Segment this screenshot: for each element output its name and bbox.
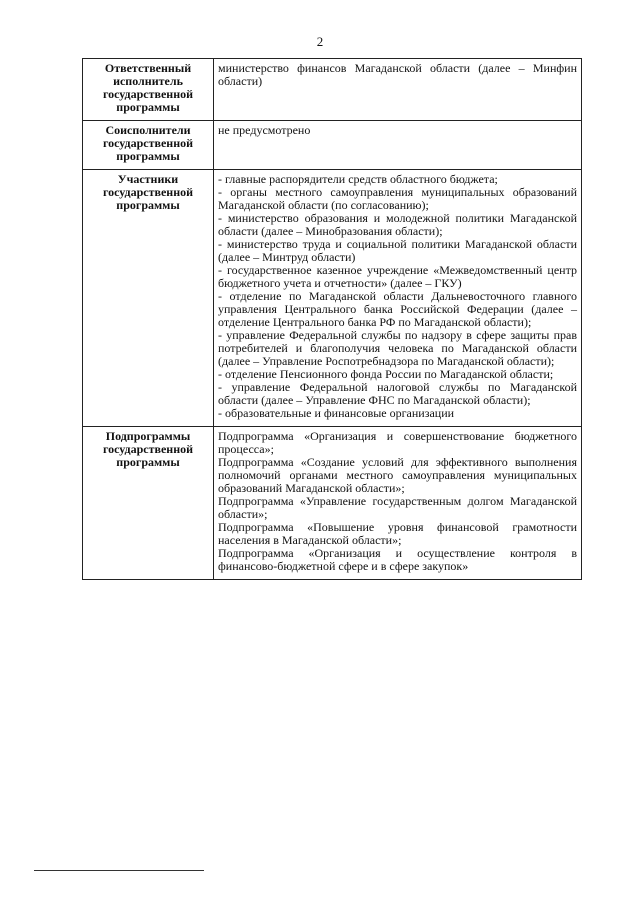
value-line: - государственное казенное учреждение «Межведомственный центр бюджетного учета и отчетности» (далее – ГКУ) bbox=[218, 263, 577, 290]
value-line: Подпрограмма «Управление государственным долгом Магаданской области»; bbox=[218, 494, 577, 521]
row-label: Ответственный исполнитель государственной программы bbox=[83, 59, 214, 121]
value-line: - отделение Пенсионного фонда России по Магаданской области; bbox=[218, 367, 554, 381]
value-line: Подпрограмма «Организация и совершенствование бюджетного процесса»; bbox=[218, 429, 577, 456]
row-value bbox=[214, 59, 582, 121]
row-label: Соисполнители государственной программы bbox=[83, 121, 214, 170]
table-row bbox=[83, 170, 582, 427]
value-line: Подпрограмма «Повышение уровня финансовой грамотности населения в Магаданской области»; bbox=[218, 520, 577, 547]
value-line: не предусмотрено bbox=[218, 123, 311, 137]
value-line: - органы местного самоуправления муниципальных образований Магаданской области (по согласованию); bbox=[218, 185, 577, 212]
page-number: 2 bbox=[316, 34, 324, 49]
row-value bbox=[214, 170, 582, 427]
value-line: - управление Федеральной налоговой службы по Магаданской области (далее – Управление ФНС по Магаданской области); bbox=[218, 380, 577, 407]
value-line: - министерство образования и молодежной политики Магаданской области (далее – Минобразования области); bbox=[218, 211, 577, 238]
table-row bbox=[83, 59, 582, 121]
value-line: - министерство труда и социальной политики Магаданской области (далее – Минтруд области) bbox=[218, 237, 577, 264]
row-label: Подпрограммы государственной программы bbox=[83, 427, 214, 580]
row-label: Участники государственной программы bbox=[83, 170, 214, 427]
value-line: - управление Федеральной службы по надзору в сфере защиты прав потребителей и благополучия человека по Магаданской области (далее – Управление Роспотребнадзора по Магаданской области); bbox=[218, 328, 577, 368]
value-line: - образовательные и финансовые организации bbox=[218, 406, 455, 420]
value-line: Подпрограмма «Организация и осуществление контроля в финансово-бюджетной сфере и в сфере закупок» bbox=[218, 546, 577, 573]
program-passport-table bbox=[82, 58, 582, 580]
footer-divider bbox=[34, 870, 204, 871]
value-line: Подпрограмма «Создание условий для эффективного выполнения полномочий органами местного самоуправления муниципальных образований Магаданской области»; bbox=[218, 455, 577, 495]
row-value bbox=[214, 121, 582, 170]
value-line: - отделение по Магаданской области Дальневосточного главного управления Центрального банка Российской Федерации (далее – отделение Центрального банка РФ по Магаданской области); bbox=[218, 289, 577, 329]
value-line: министерство финансов Магаданской области (далее – Минфин области) bbox=[218, 61, 577, 88]
table-row bbox=[83, 121, 582, 170]
passport-table-body bbox=[83, 59, 582, 580]
row-value bbox=[214, 427, 582, 580]
value-line: - главные распорядители средств областного бюджета; bbox=[218, 172, 498, 186]
table-row bbox=[83, 427, 582, 580]
